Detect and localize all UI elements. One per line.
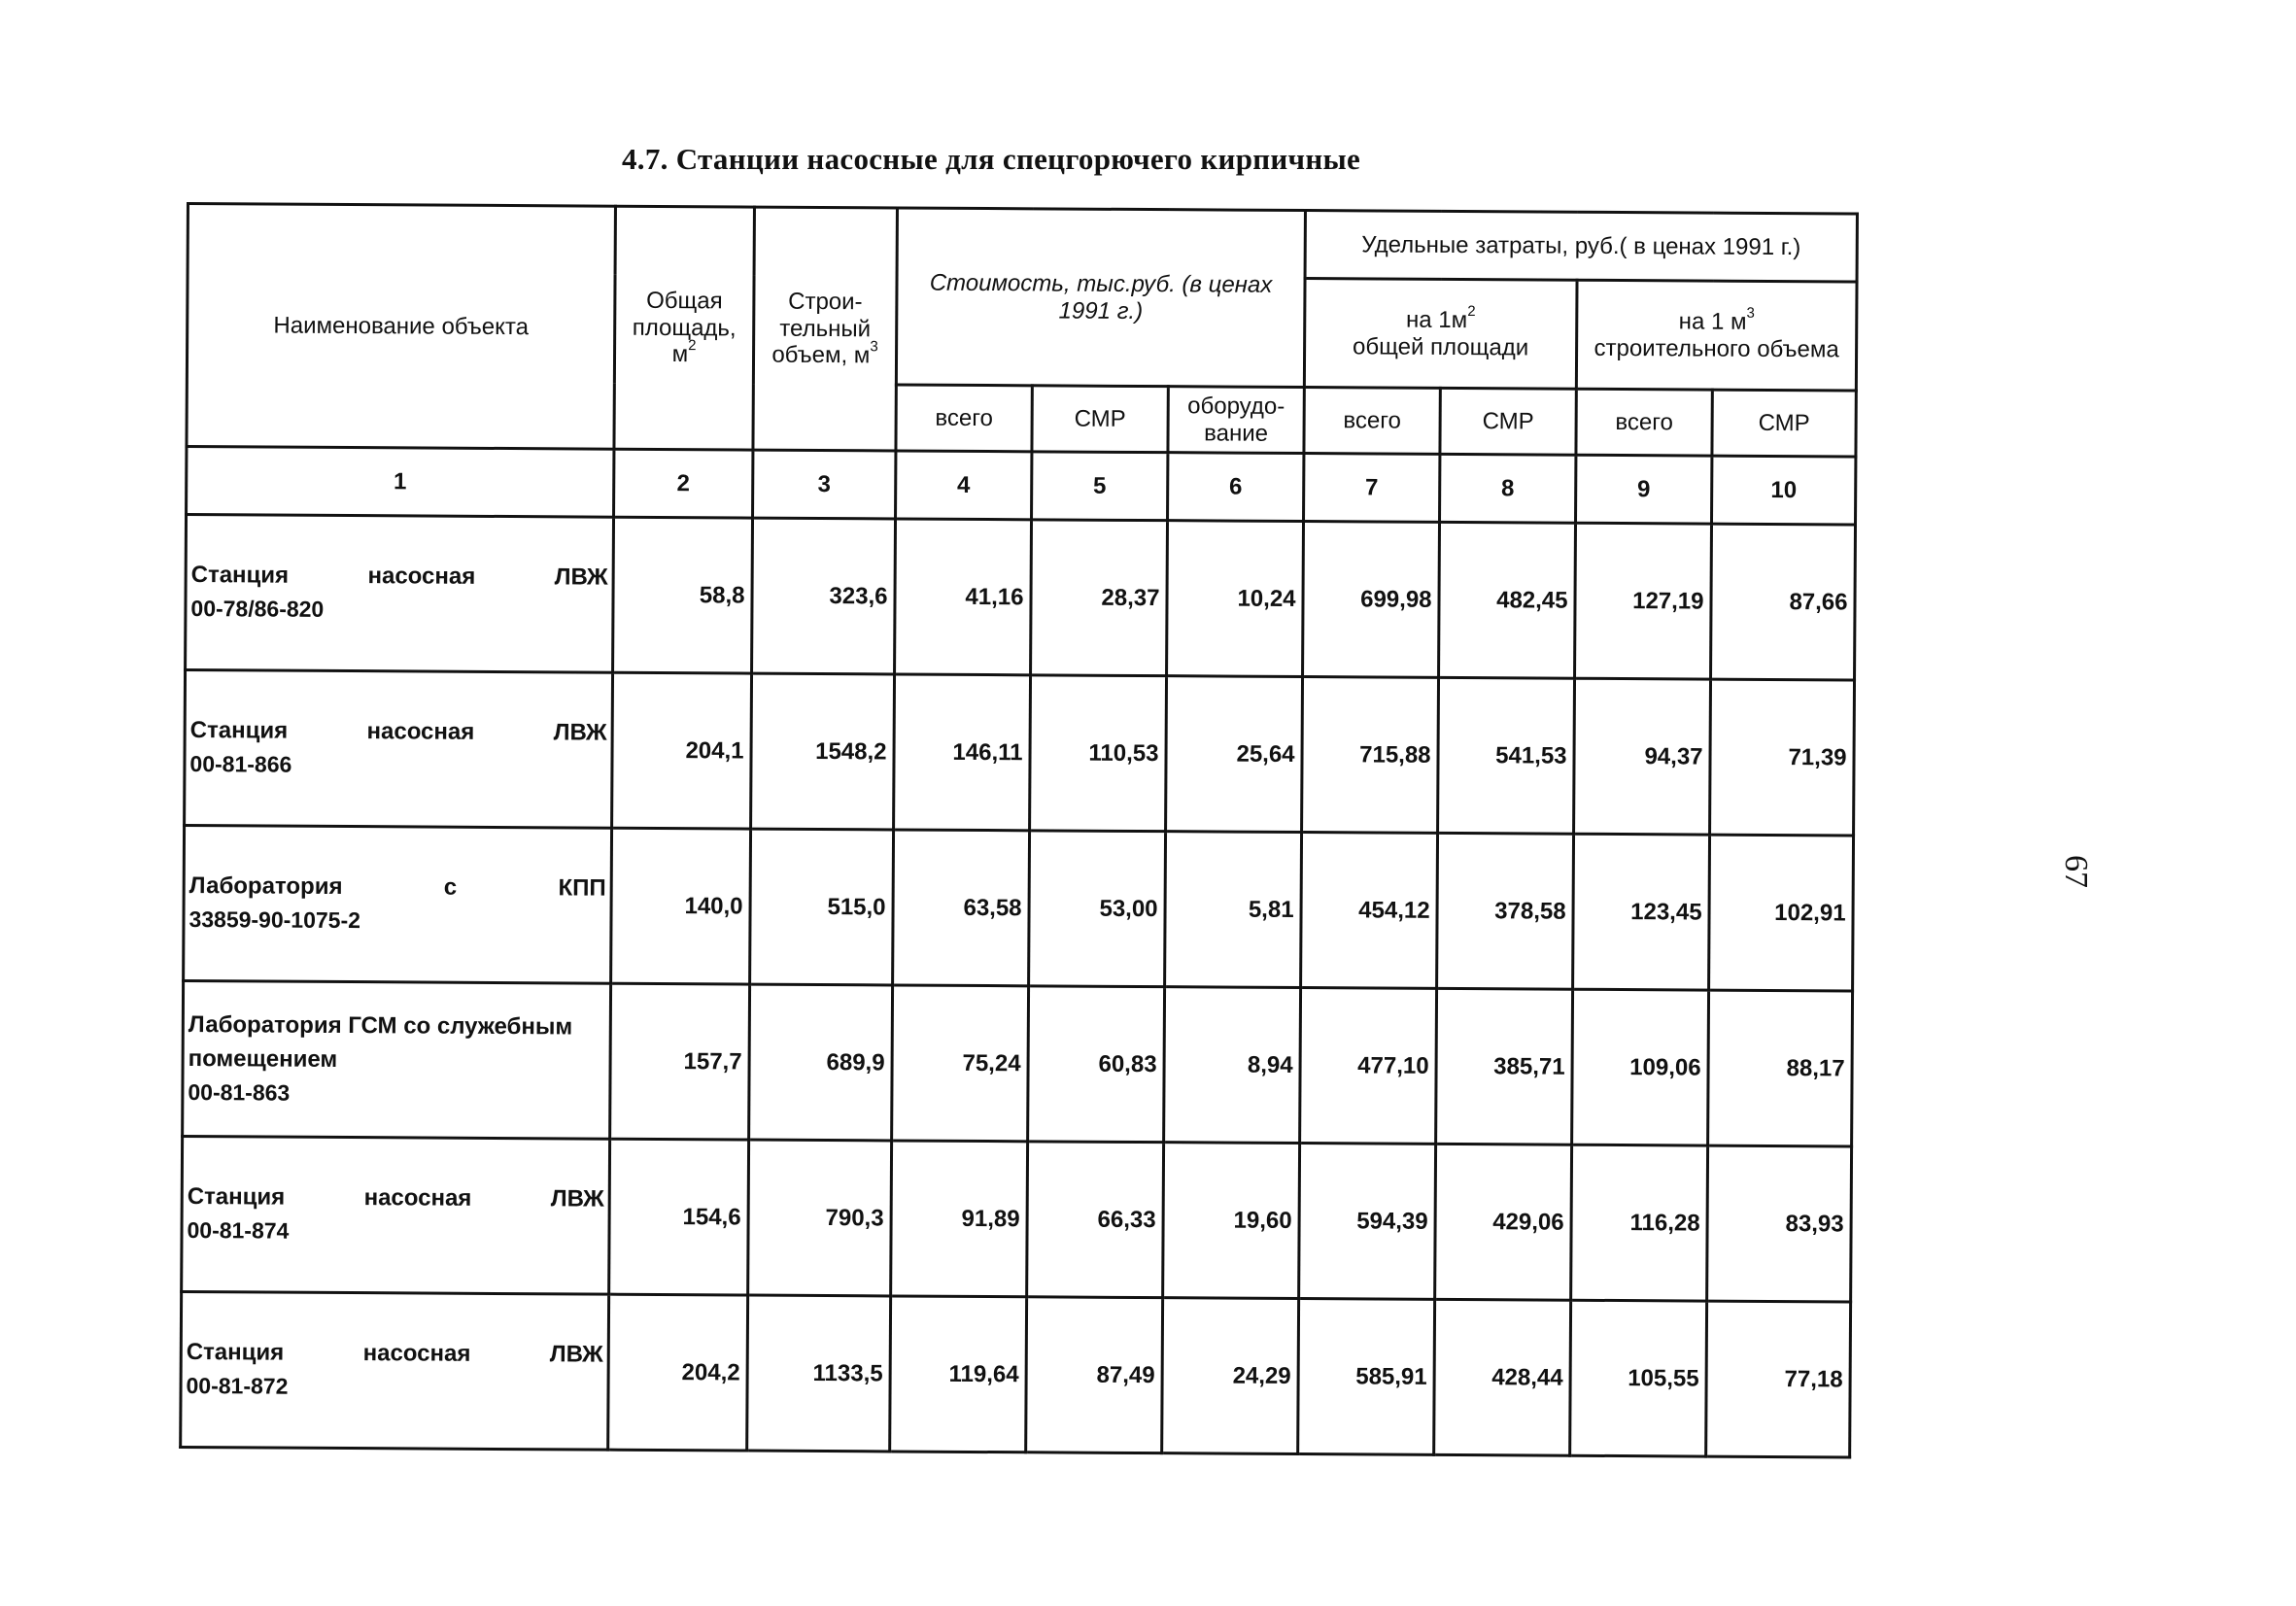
object-name (184, 825, 612, 983)
cell-area: 154,6 (609, 1139, 749, 1295)
object-code: 33859-90-1075-2 (188, 906, 361, 934)
column-number-row (187, 447, 1856, 525)
header-area-sup: 2 (688, 337, 697, 355)
cell-m3-total: 105,55 (1570, 1300, 1707, 1456)
object-name (181, 1291, 609, 1450)
table-row (186, 515, 1856, 680)
name-word: насосная (362, 1340, 471, 1368)
object-name-line-2: помещением (188, 1044, 338, 1073)
name-word: КПП (558, 874, 606, 903)
column-number: 5 (1032, 452, 1168, 521)
object-code: 00-81-863 (188, 1078, 291, 1106)
object-code: 00-81-866 (189, 751, 292, 777)
table-row (184, 825, 1854, 990)
name-word: Станция (186, 1339, 285, 1367)
header-per-m3 (1576, 280, 1857, 391)
cell-cost-total: 119,64 (890, 1296, 1027, 1452)
cell-m2-smr: 482,45 (1439, 522, 1576, 678)
cell-cost-total: 63,58 (893, 830, 1030, 986)
name-word: Лаборатория ГСМ со служебным (188, 1011, 573, 1041)
cell-cost-total: 41,16 (895, 519, 1032, 675)
header-name: Наименование объекта (187, 204, 616, 450)
cell-m3-smr: 102,91 (1709, 835, 1854, 991)
cell-m2-smr: 378,58 (1437, 833, 1574, 989)
cell-m2-smr: 429,06 (1435, 1144, 1572, 1300)
header-per-m2-rest: общей площади (1353, 332, 1529, 360)
name-word: Станция (187, 1183, 286, 1212)
object-name (186, 515, 614, 673)
cell-cost-equipment: 10,24 (1167, 521, 1304, 677)
name-word: Станция (190, 562, 290, 590)
cell-m3-smr: 87,66 (1711, 524, 1856, 680)
cell-volume: 1133,5 (747, 1295, 891, 1452)
column-number: 6 (1168, 453, 1304, 522)
cell-cost-total: 91,89 (891, 1141, 1028, 1297)
cell-volume: 515,0 (750, 829, 894, 985)
cell-cost-total: 75,24 (892, 985, 1029, 1142)
header-cost-smr: СМР (1032, 386, 1168, 453)
header-m3-smr: СМР (1712, 390, 1856, 457)
cell-m2-smr: 428,44 (1434, 1299, 1571, 1455)
cell-volume: 1548,2 (751, 673, 895, 830)
cell-cost-smr: 66,33 (1027, 1142, 1164, 1298)
cell-cost-equipment: 25,64 (1166, 676, 1303, 833)
cell-cost-smr: 28,37 (1031, 520, 1168, 676)
column-number: 2 (614, 449, 753, 518)
cell-m3-total: 94,37 (1574, 678, 1711, 835)
header-per-m3-text: на 1 м (1678, 308, 1747, 335)
name-word: Лаборатория (188, 872, 343, 901)
name-word: ЛВЖ (550, 1185, 604, 1213)
table-row (183, 980, 1853, 1145)
cell-m3-total: 109,06 (1572, 989, 1709, 1145)
cell-m3-smr: 88,17 (1708, 990, 1853, 1146)
header-cost-group: Стоимость, тыс.руб. (в ценах 1991 г.) (896, 208, 1305, 388)
page-title: 4.7. Станции насосные для спецгорючего кирпичные (622, 142, 1361, 176)
cell-cost-total: 146,11 (894, 674, 1031, 831)
header-per-m3-sup: 3 (1746, 304, 1755, 322)
name-word: с (443, 874, 458, 902)
cell-m2-total: 585,91 (1298, 1299, 1435, 1455)
cell-volume: 323,6 (752, 518, 896, 674)
cell-cost-smr: 60,83 (1028, 986, 1165, 1143)
object-code: 00-81-874 (187, 1217, 290, 1244)
cell-m2-total: 454,12 (1301, 833, 1438, 989)
table-row (181, 1291, 1851, 1456)
cell-area: 157,7 (610, 983, 750, 1140)
name-word: ЛВЖ (554, 564, 608, 592)
cell-m3-smr: 71,39 (1710, 679, 1855, 836)
header-area (614, 206, 755, 450)
header-per-m2-text: на 1м (1405, 306, 1468, 333)
cell-m2-total: 715,88 (1302, 677, 1439, 834)
header-volume-sup: 3 (870, 338, 878, 356)
header-per-m2-sup: 2 (1467, 302, 1476, 321)
object-code: 00-81-872 (186, 1373, 289, 1399)
header-m2-smr: СМР (1440, 388, 1576, 455)
column-number: 9 (1576, 455, 1712, 524)
cell-m2-total: 594,39 (1299, 1144, 1436, 1300)
name-word: ЛВЖ (553, 719, 607, 747)
cell-m3-smr: 83,93 (1707, 1145, 1852, 1302)
cell-area: 204,1 (612, 672, 752, 829)
name-word: Станция (189, 717, 289, 745)
cell-cost-smr: 53,00 (1029, 831, 1166, 987)
page-number: 67 (2058, 855, 2094, 888)
header-m2-total: всего (1304, 388, 1440, 455)
table-row (182, 1136, 1852, 1301)
cell-cost-equipment: 8,94 (1164, 987, 1301, 1144)
object-name (183, 980, 611, 1139)
header-cost-equipment: оборудо-вание (1168, 387, 1304, 454)
column-number: 4 (896, 451, 1032, 520)
header-per-m2 (1304, 279, 1577, 390)
cell-m3-total: 123,45 (1573, 834, 1710, 990)
cell-cost-equipment: 19,60 (1163, 1143, 1300, 1299)
object-name (185, 670, 613, 829)
object-code: 00-78/86-820 (190, 596, 325, 623)
cell-m3-total: 127,19 (1575, 523, 1712, 679)
cell-m3-total: 116,28 (1571, 1145, 1708, 1301)
header-per-m3-rest: строительного объема (1593, 334, 1839, 362)
name-word: ЛВЖ (549, 1341, 603, 1369)
cell-m2-smr: 385,71 (1436, 988, 1573, 1145)
cell-area: 140,0 (611, 828, 751, 984)
header-volume (753, 207, 898, 451)
header-specific-group: Удельные затраты, руб.( в ценах 1991 г.) (1305, 211, 1857, 282)
name-word: насосная (363, 1184, 472, 1213)
header-volume-text: Строи-тельный объем, м (771, 288, 872, 369)
column-number: 3 (753, 450, 896, 519)
header-m3-total: всего (1576, 389, 1712, 456)
cell-m2-total: 477,10 (1300, 988, 1437, 1145)
cell-area: 58,8 (613, 517, 753, 673)
table-row (185, 670, 1855, 836)
object-name (182, 1136, 610, 1294)
header-cost-total: всего (896, 385, 1032, 452)
cost-table (179, 202, 1859, 1458)
cell-area: 204,2 (608, 1294, 748, 1451)
name-word: насосная (367, 563, 476, 591)
cell-cost-smr: 87,49 (1026, 1297, 1163, 1453)
cell-volume: 689,9 (749, 984, 893, 1141)
cell-volume: 790,3 (748, 1140, 892, 1296)
cell-cost-equipment: 24,29 (1162, 1298, 1299, 1454)
cell-m3-smr: 77,18 (1706, 1301, 1851, 1457)
column-number: 10 (1712, 456, 1856, 525)
cell-m2-total: 699,98 (1303, 522, 1440, 678)
cell-cost-equipment: 5,81 (1165, 832, 1302, 988)
column-number: 1 (187, 447, 614, 518)
cell-cost-smr: 110,53 (1030, 675, 1167, 832)
column-number: 8 (1440, 454, 1576, 523)
name-word: насосная (366, 718, 475, 746)
column-number: 7 (1304, 454, 1440, 523)
header-area-text: Общая площадь, м (632, 288, 737, 368)
cell-m2-smr: 541,53 (1438, 677, 1575, 834)
